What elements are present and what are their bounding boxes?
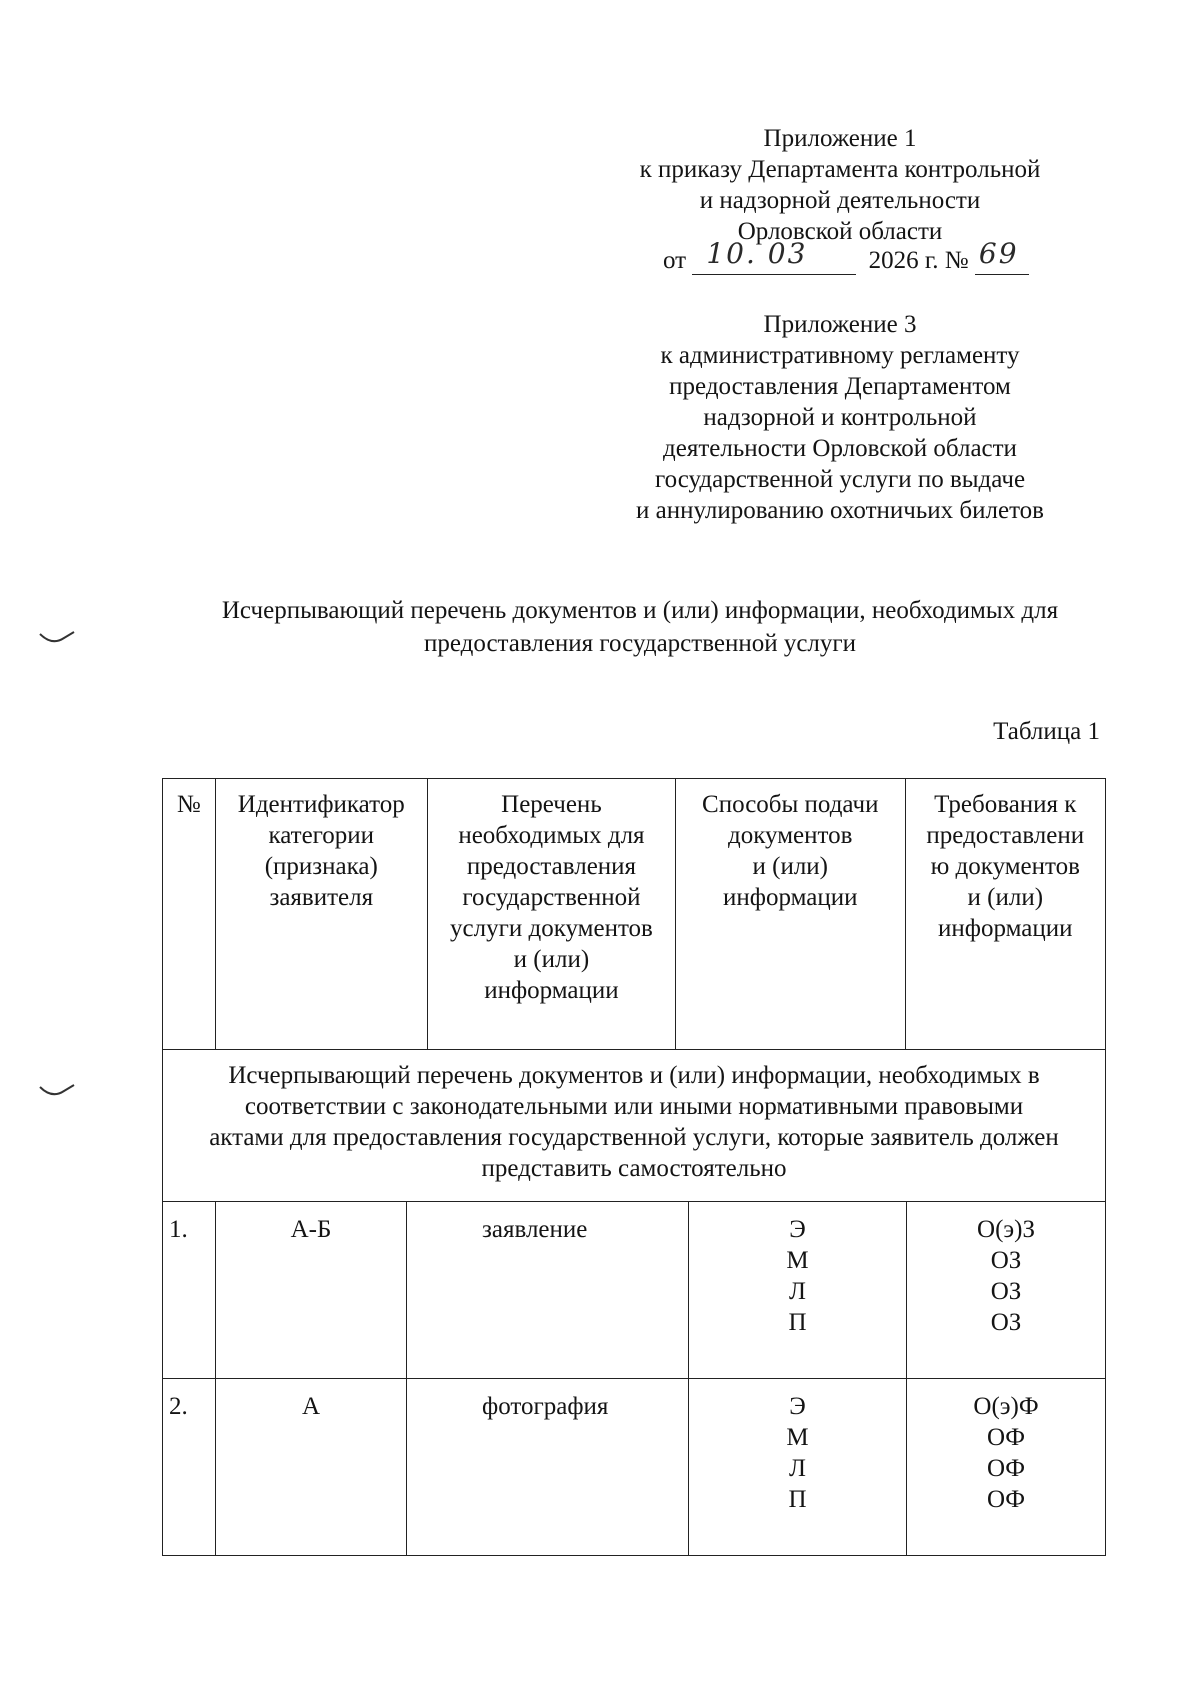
requirement-code: О(э)З — [977, 1216, 1035, 1243]
header-text: необходимых для — [458, 822, 645, 849]
header-text: и (или) — [967, 884, 1044, 911]
annex-3-line: и аннулированию охотничьих билетов — [636, 497, 1044, 524]
table-header — [162, 778, 1106, 1202]
title-line: Исчерпывающий перечень документов и (или) информации, необходимых для — [221, 597, 1059, 624]
header-text: информации — [938, 915, 1073, 942]
table-body — [162, 1201, 1106, 1556]
header-text: информации — [484, 977, 619, 1004]
scan-artifact-icon — [38, 628, 78, 648]
handwritten-number: 69 — [978, 237, 1019, 270]
method-code: П — [788, 1309, 807, 1336]
requirement-code: ОЗ — [990, 1247, 1022, 1274]
header-text: Требования к — [934, 791, 1077, 818]
annex-3-header — [600, 309, 1080, 526]
annex-1-line: Орловской области — [737, 218, 943, 245]
order-date-line — [663, 237, 1029, 280]
header-category — [215, 779, 427, 1050]
method-code: Э — [789, 1393, 806, 1420]
header-text: и (или) — [513, 946, 590, 973]
row-num: 2. — [163, 1379, 216, 1556]
requirement-code: О(э)Ф — [973, 1393, 1039, 1420]
date-field — [692, 237, 856, 275]
row-document: заявление — [407, 1202, 689, 1379]
method-code: М — [786, 1424, 809, 1451]
number-field — [975, 237, 1029, 275]
header-methods — [675, 779, 905, 1050]
title-line: предоставления государственной услуги — [423, 630, 857, 657]
header-text: ю документов — [930, 853, 1080, 880]
header-requirements — [905, 779, 1105, 1050]
scan-artifact-icon — [38, 1081, 78, 1101]
document-title — [150, 594, 1130, 660]
header-text: и (или) — [752, 853, 828, 880]
annex-3-line: деятельности Орловской области — [663, 435, 1017, 462]
table-row — [163, 1202, 1106, 1379]
requirement-code: ОЗ — [990, 1278, 1022, 1305]
table-row — [163, 1379, 1106, 1556]
requirement-code: ОФ — [986, 1455, 1026, 1482]
section-line: актами для предоставления государственной услуги, которые заявитель должен — [209, 1124, 1059, 1151]
header-text: документов — [728, 822, 853, 849]
date-prefix: от — [663, 247, 687, 274]
requirement-code: ОФ — [986, 1424, 1026, 1451]
row-category: А — [216, 1379, 407, 1556]
row-document: фотография — [407, 1379, 689, 1556]
handwritten-date: 10. 03 — [706, 237, 808, 270]
header-text: государственной — [462, 884, 641, 911]
year-number-label: 2026 г. № — [868, 247, 969, 274]
annex-3-line: Приложение 3 — [763, 311, 917, 338]
method-code: Л — [789, 1278, 806, 1305]
section-line: соответствии с законодательными или иными нормативными правовыми — [244, 1093, 1024, 1120]
annex-1-line: и надзорной деятельности — [699, 187, 981, 214]
row-methods — [689, 1202, 907, 1379]
header-text: заявителя — [269, 884, 374, 911]
header-text: информации — [723, 884, 858, 911]
row-methods — [689, 1379, 907, 1556]
header-text: категории — [268, 822, 375, 849]
method-code: Л — [789, 1455, 806, 1482]
annex-3-line: государственной услуги по выдаче — [654, 466, 1026, 493]
section-heading — [163, 1050, 1106, 1202]
header-text: Идентификатор — [237, 791, 405, 818]
header-text: Перечень — [501, 791, 602, 818]
method-code: Э — [789, 1216, 806, 1243]
method-code: П — [788, 1486, 807, 1513]
header-text: предоставлени — [926, 822, 1085, 849]
annex-3-line: к административному регламенту — [660, 342, 1020, 369]
section-line: представить самостоятельно — [481, 1155, 787, 1182]
requirement-code: ОФ — [986, 1486, 1026, 1513]
requirement-code: ОЗ — [990, 1309, 1022, 1336]
header-text: услуги документов — [450, 915, 653, 942]
row-category: А-Б — [216, 1202, 407, 1379]
annex-3-line: предоставления Департаментом — [669, 373, 1011, 400]
section-line: Исчерпывающий перечень документов и (или) информации, необходимых в — [228, 1062, 1040, 1089]
annex-1-line: Приложение 1 — [763, 125, 917, 152]
row-requirements — [907, 1202, 1106, 1379]
header-documents — [427, 779, 675, 1050]
header-text: № — [176, 791, 201, 818]
row-num: 1. — [163, 1202, 216, 1379]
table-label: Таблица 1 — [993, 718, 1100, 745]
annex-1-header — [600, 123, 1080, 247]
annex-3-line: надзорной и контрольной — [703, 404, 977, 431]
method-code: М — [786, 1247, 809, 1274]
header-text: Способы подачи — [702, 791, 879, 818]
header-text: (признака) — [264, 853, 378, 880]
annex-1-line: к приказу Департамента контрольной — [639, 156, 1041, 183]
header-num — [163, 779, 216, 1050]
header-text: предоставления — [466, 853, 637, 880]
row-requirements — [907, 1379, 1106, 1556]
